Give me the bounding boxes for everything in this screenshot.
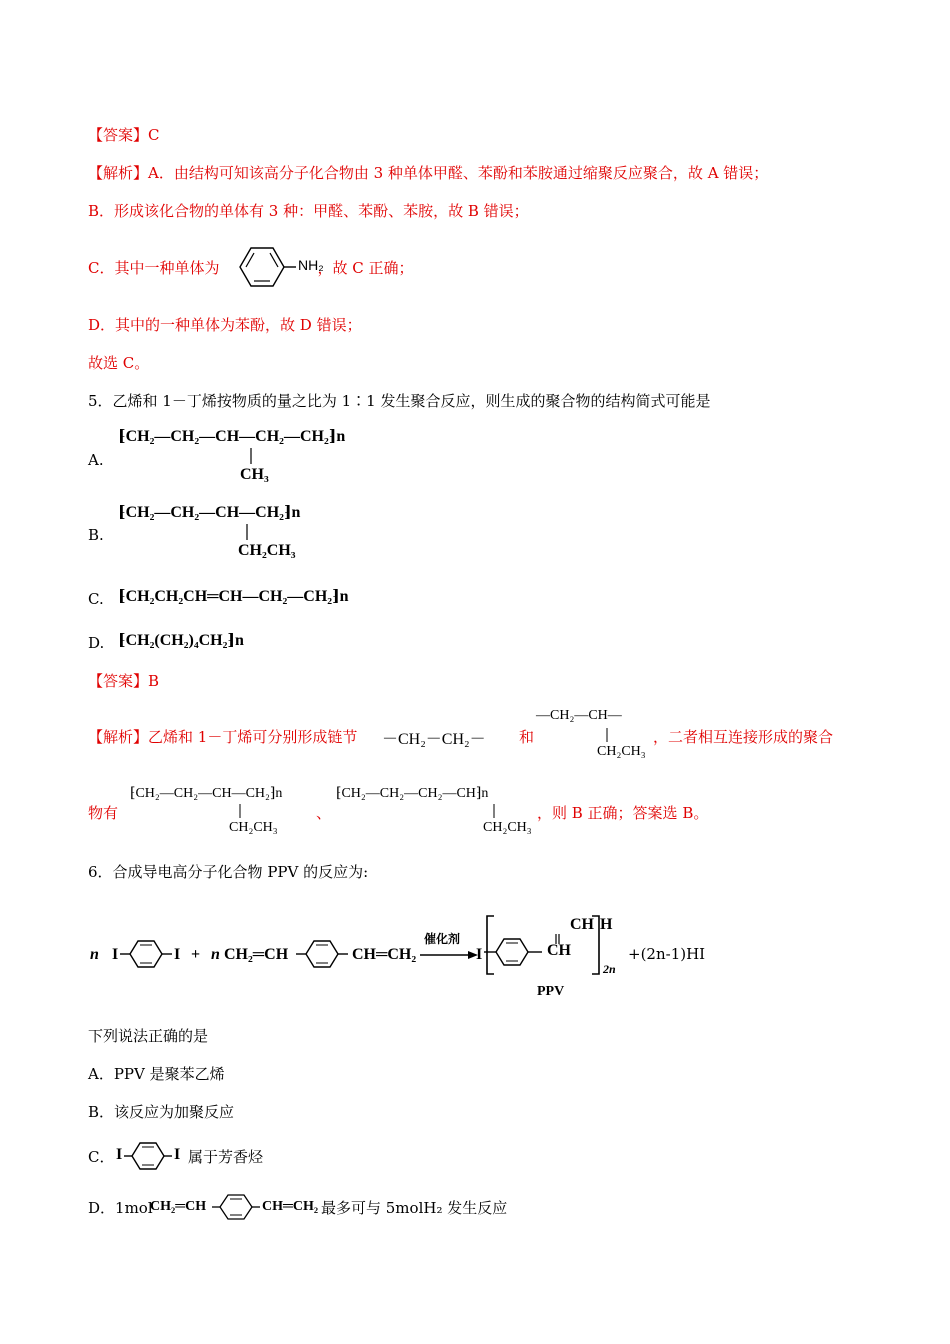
q6-option-b: B．该反应为加聚反应 — [88, 1103, 235, 1121]
q6-option-c-left: I — [116, 1146, 123, 1163]
q5-option-d-chain: ⁅CH₂(CH₂)₄CH₂⁆n — [118, 632, 244, 649]
reaction-arrow — [420, 950, 478, 960]
aniline-nh2: NH₂ — [298, 257, 324, 273]
analysis5-poly1-branch: CH₂CH₃ — [229, 820, 278, 835]
reaction-r2-ring — [296, 938, 356, 970]
q6-option-d-left: CH₂═CH — [150, 1199, 207, 1214]
q5-option-b-chain: ⁅CH₂—CH₂—CH—CH₂⁆n — [118, 504, 301, 521]
reaction-n1: n — [90, 946, 99, 963]
reaction-r1-right: I — [174, 946, 181, 963]
reaction-product-h: H — [600, 916, 613, 933]
q6-option-c-right: I — [174, 1146, 181, 1163]
analysis5-label: 【解析】 — [88, 728, 149, 746]
reaction-product-end: I — [476, 946, 483, 963]
analysis5-and: 和 — [519, 728, 535, 746]
answer-value: C — [148, 126, 160, 144]
q6-stem: 6．合成导电高分子化合物 PPV 的反应为: — [88, 863, 369, 881]
analysis-conclusion: 故选 C。 — [88, 354, 150, 372]
reaction-plus: + — [191, 946, 201, 963]
reaction-r1-left: I — [112, 946, 119, 963]
analysis5-poly2-branch: CH₂CH₃ — [483, 820, 532, 835]
q6-option-d-ring — [212, 1192, 268, 1222]
q5-option-b-label: B. — [88, 526, 104, 544]
answer5-label: 【答案】 — [88, 672, 149, 690]
analysis-c-post: ，故 C 正确； — [317, 259, 414, 277]
analysis5-unit2-main: —CH₂—CH— — [536, 708, 622, 723]
analysis5-poly1-main: ⁅CH₂—CH₂—CH—CH₂⁆n — [130, 786, 283, 801]
answer-line-4 — [88, 124, 160, 146]
q6-option-c-text: 属于芳香烃 — [188, 1148, 264, 1166]
analysis5-text4: ，则 B 正确；答案选 B。 — [537, 804, 709, 822]
answer-line-5 — [88, 670, 159, 692]
q5-option-a-label: A. — [88, 451, 104, 469]
q5-option-c-chain: ⁅CH₂CH₂CH═CH—CH₂—CH₂⁆n — [118, 588, 349, 605]
q6-option-d-label: D．1mol — [88, 1199, 153, 1217]
analysis5-line1 — [88, 726, 357, 748]
q5-option-b-branch: CH₂CH₃ — [238, 542, 296, 559]
q5-option-c-label: C. — [88, 590, 104, 608]
q6-option-c-ring — [124, 1140, 180, 1172]
q6-question: 下列说法正确的是 — [88, 1027, 209, 1045]
analysis5-unit1: －CH₂－CH₂－ — [382, 731, 486, 748]
analysis5-text2: ，二者相互连接形成的聚合 — [653, 728, 834, 746]
q5-option-b-bond — [246, 524, 248, 540]
q6-option-c-label: C． — [88, 1148, 115, 1166]
analysis5-poly1-bond — [239, 804, 241, 818]
reaction-n2: n — [211, 946, 220, 963]
analysis-line-b: B．形成该化合物的单体有 3 种：甲醛、苯酚、苯胺，故 B 错误； — [88, 202, 529, 220]
reaction-vinyl-right: CH═CH₂ — [352, 946, 417, 963]
analysis-line-d: D．其中的一种单体为苯酚，故 D 错误； — [88, 316, 362, 334]
reaction-product-name: PPV — [537, 984, 565, 999]
reaction-product-subscript: 2n — [603, 962, 616, 976]
q6-option-d-right: CH═CH₂ — [262, 1199, 319, 1214]
analysis-c-pre: C．其中一种单体为 — [88, 259, 220, 277]
analysis5-poly2-bond — [493, 804, 495, 818]
q5-option-a-bond — [250, 448, 252, 464]
reaction-catalyst: 催化剂 — [424, 932, 461, 946]
reaction-byproduct: +(2n-1)HI — [628, 945, 706, 963]
answer-label: 【答案】 — [88, 126, 149, 144]
q5-option-a-branch: CH₃ — [240, 466, 269, 483]
reaction-r1-ring — [120, 938, 180, 970]
analysis5-unit2-branch: CH₂CH₃ — [597, 744, 646, 759]
answer5-value: B — [148, 672, 160, 690]
q6-option-a: A．PPV 是聚苯乙烯 — [88, 1065, 225, 1083]
analysis5-unit2-bond — [606, 728, 608, 742]
analysis5-text1: 乙烯和 1－丁烯可分别形成链节 — [148, 728, 358, 746]
reaction-product-top: CH — [570, 916, 594, 933]
reaction-vinyl-left: CH₂═CH — [224, 946, 289, 963]
analysis5-sep: 、 — [316, 804, 332, 822]
q5-stem: 5．乙烯和 1－丁烯按物质的量之比为 1∶1 发生聚合反应，则生成的聚合物的结构简式可能是 — [88, 392, 711, 410]
q6-option-d-text: 最多可与 5molH₂ 发生反应 — [321, 1199, 508, 1217]
reaction-product-bottom: CH — [547, 942, 571, 959]
analysis-line-a — [88, 162, 768, 184]
analysis-a: A．由结构可知该高分子化合物由 3 种单体甲醛、苯酚和苯胺通过缩聚反应聚合，故 A 错误； — [148, 164, 769, 182]
q5-option-d-label: D. — [88, 634, 105, 652]
analysis5-poly2-main: ⁅CH₂—CH₂—CH₂—CH⁆n — [336, 786, 489, 801]
analysis-label: 【解析】 — [88, 164, 149, 182]
analysis5-text3: 物有 — [88, 804, 119, 822]
q5-option-a-chain: ⁅CH₂—CH₂—CH—CH₂—CH₂⁆n — [118, 428, 346, 445]
